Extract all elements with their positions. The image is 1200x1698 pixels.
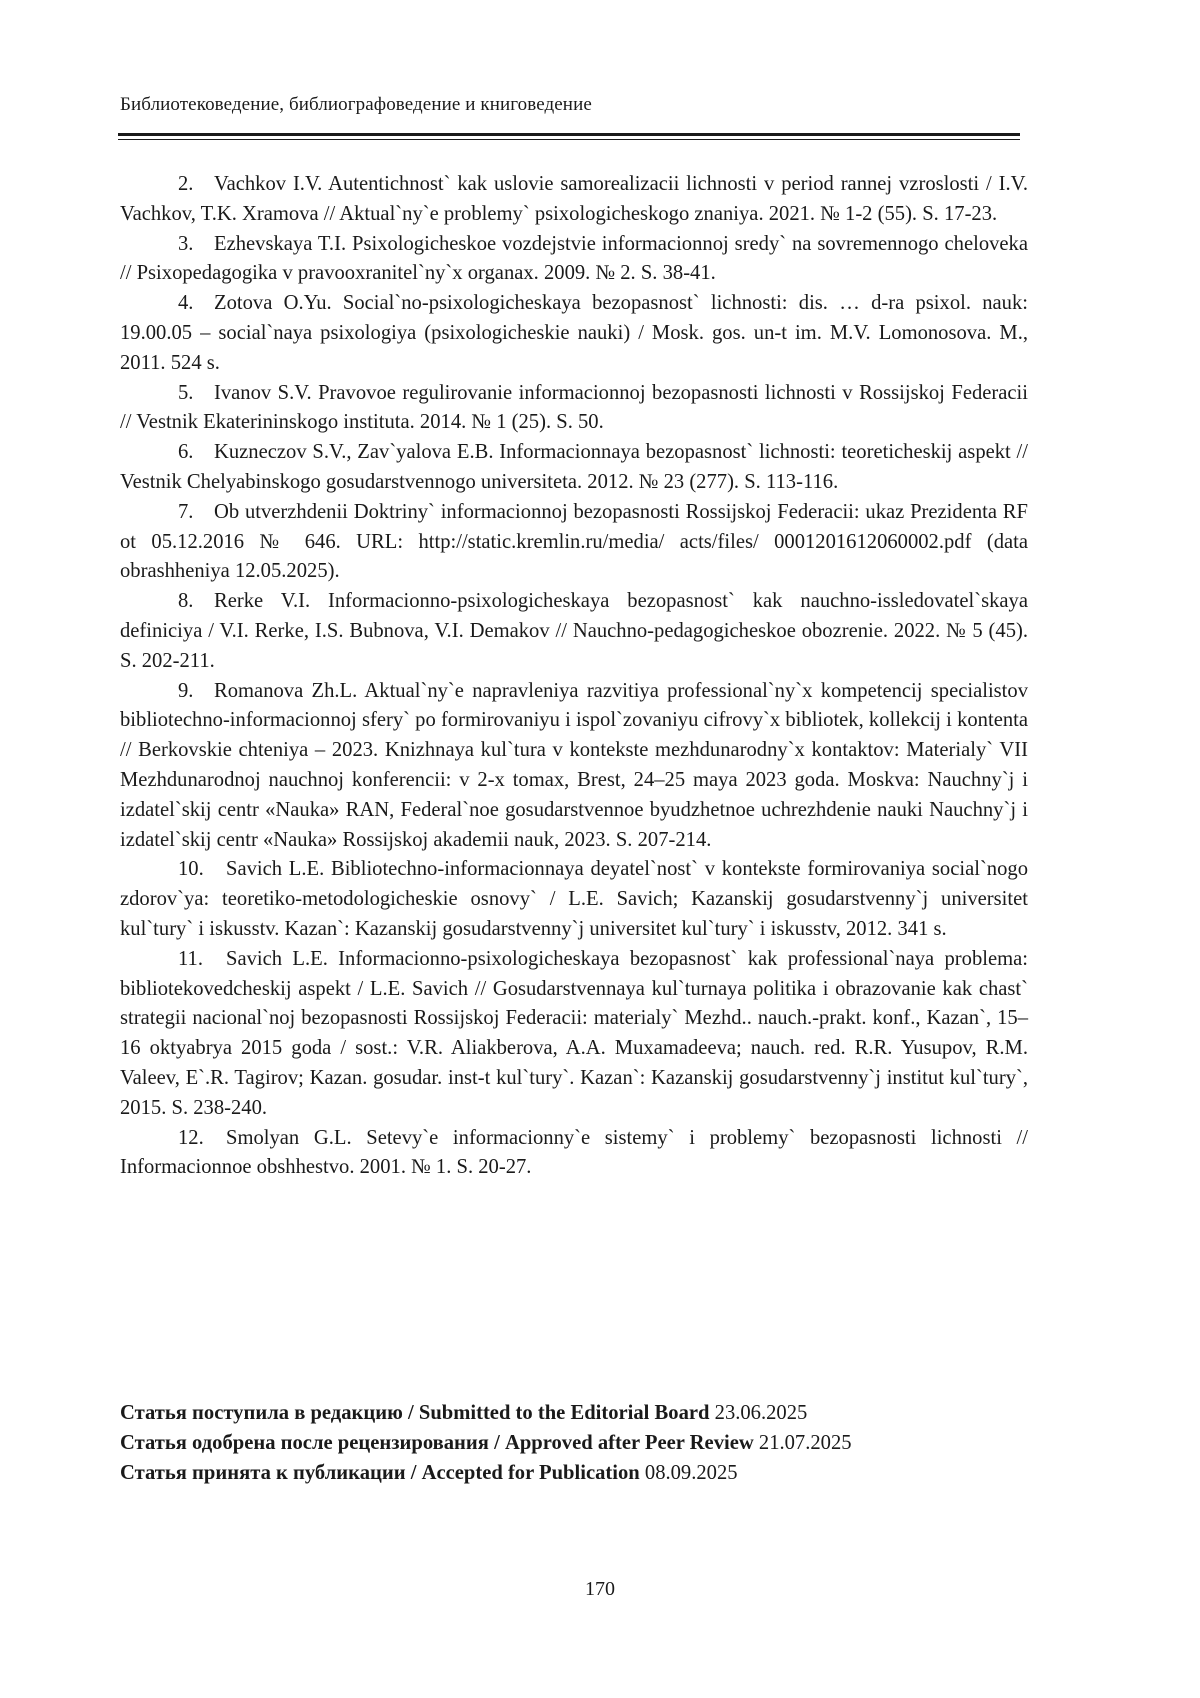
reference-item [120,677,1028,856]
reference-list [120,170,1028,1183]
header-rule-thick [118,133,1020,136]
reference-text: Smolyan G.L. Setevy`e informacionny`e sistemy` i problemy` bezopasnosti lichnosti // Informacionnoe obshhestvo. 2001. № 1. S. 20-27. [120,1126,1028,1179]
reference-text: Savich L.E. Informacionno-psixologicheskaya bezopasnost` kak professional`naya problema: bibliotekovedcheskij aspekt / L.E. Savich // Gosudarstvennaya kul`turnaya politika i obrazovanie kak chast` strategii nacional`noj bezopasnosti Rossijskoj Federacii: materialy` Mezhd.. nauch.-prakt. konf., Kazan`, 15–16 oktyabrya 2015 goda / sost.: V.R. Aliakberova, A.A. Muxamadeeva; nauch. red. R.R. Yusupov, R.M. Valeev, E`.R. Tagirov; Kazan. gosudar. inst-t kul`tury`. Kazan`: Kazanskij gosudarstvenny`j institut kul`tury`, 2015. S. 238-240. [120,947,1028,1119]
reference-text: Kuzneczov S.V., Zav`yalova E.B. Informacionnaya bezopasnost` lichnosti: teoreticheskij aspekt // Vestnik Chelyabinskogo gosudarstvennogo universiteta. 2012. № 23 (277). S. 113-116. [120,441,1028,493]
reference-number: 2. [178,173,194,195]
history-approved [120,1429,852,1459]
history-accepted-date: 08.09.2025 [644,1461,738,1484]
reference-item [120,438,1028,498]
reference-item [120,379,1028,439]
reference-number: 8. [178,590,194,613]
header-rule-thin [118,139,1020,140]
reference-item [120,289,1028,378]
reference-item [120,945,1028,1124]
reference-number: 10. [178,858,204,881]
article-history [120,1399,852,1488]
reference-number: 5. [178,381,194,404]
reference-item [120,170,1028,230]
reference-text: Ezhevskaya T.I. Psixologicheskoe vozdejstvie informacionnoj sredy` na sovremennogo cheloveka // Psixopedagogika v pravooxranitel`ny`x organax. 2009. № 2. S. 38-41. [120,232,1028,285]
history-submitted [120,1399,852,1429]
reference-number: 12. [178,1126,204,1149]
history-accepted [120,1459,852,1489]
reference-item [120,498,1028,587]
page-number: 170 [585,1578,615,1600]
reference-text: Savich L.E. Bibliotechno-informacionnaya deyatel`nost` v kontekste formirovaniya social`nogo zdorov`ya: teoretiko-metodologicheskie osnovy` / L.E. Savich; Kazanskij gosudarstvenny`j universitet kul`tury` i iskusstv. Kazan`: Kazanskij gosudarstvenny`j universitet kul`tury` i iskusstv, 2012. 341 s. [120,858,1028,940]
reference-item [120,855,1028,944]
reference-text: Rerke V.I. Informacionno-psixologicheskaya bezopasnost` kak nauchno-issledovatel`skaya definiciya / V.I. Rerke, I.S. Bubnova, V.I. Demakov // Nauchno-pedagogicheskoe obozrenie. 2022. № 5 (45). S. 202-211. [120,590,1028,672]
history-submitted-date: 23.06.2025 [714,1402,808,1424]
reference-number: 4. [178,292,194,315]
reference-number: 9. [178,679,194,702]
reference-item [120,230,1028,290]
history-approved-date: 21.07.2025 [758,1431,852,1454]
reference-number: 7. [178,500,194,523]
history-approved-label: Статья одобрена после рецензирования / Approved after Peer Review [120,1431,754,1454]
running-header: Библиотековедение, библиографоведение и книговедение [120,94,592,115]
reference-text: Romanova Zh.L. Aktual`ny`e napravleniya razvitiya professional`ny`x kompetencij specialistov bibliotechno-informacionnoj sfery` po formirovaniyu i ispol`zovaniyu cifrovy`x bibliotek, kollekcij i kontenta // Berkovskie chteniya – 2023. Knizhnaya kul`tura v kontekste mezhdunarodny`x kontaktov: Materialy` VII Mezhdunarodnoj nauchnoj konferencii: v 2-x tomax, Brest, 24–25 maya 2023 goda. Moskva: Nauchny`j i izdatel`skij centr «Nauka» RAN, Federal`noe gosudarstvennoe byudzhetnoe uchrezhdenie nauki Nauchny`j i izdatel`skij centr «Nauka» Rossijskoj akademii nauk, 2023. S. 207-214. [120,679,1028,851]
history-submitted-label: Статья поступила в редакцию / Submitted to the Editorial Board [120,1402,710,1424]
reference-number: 11. [178,947,203,970]
reference-text: Vachkov I.V. Autentichnost` kak uslovie samorealizacii lichnosti v period rannej vzroslosti / I.V. Vachkov, T.K. Xramova // Aktual`ny`e problemy` psixologicheskogo znaniya. 2021. № 1-2 (55). S. 17-23. [120,173,1028,225]
reference-item [120,1124,1028,1184]
reference-text: Zotova O.Yu. Social`no-psixologicheskaya bezopasnost` lichnosti: dis. … d-ra psixol. nauk: 19.00.05 – social`naya psixologiya (psixologicheskie nauki) / Mosk. gos. un-t im. M.V. Lomonosova. M., 2011. 524 s. [120,292,1028,374]
reference-item [120,587,1028,676]
reference-text: Ivanov S.V. Pravovoe regulirovanie informacionnoj bezopasnosti lichnosti v Rossijskoj Federacii // Vestnik Ekaterininskogo instituta. 2014. № 1 (25). S. 50. [120,381,1028,434]
history-accepted-label: Статья принята к публикации / Accepted for Publication [120,1461,640,1484]
reference-number: 3. [178,232,194,255]
reference-number: 6. [178,441,194,464]
reference-text: Ob utverzhdenii Doktriny` informacionnoj bezopasnosti Rossijskoj Federacii: ukaz Prezidenta RF ot 05.12.2016 № 646. URL: http://static.kremlin.ru/media/ acts/files/ 0001201612060002.pdf (data obrashheniya 12.05.2025). [120,500,1028,583]
